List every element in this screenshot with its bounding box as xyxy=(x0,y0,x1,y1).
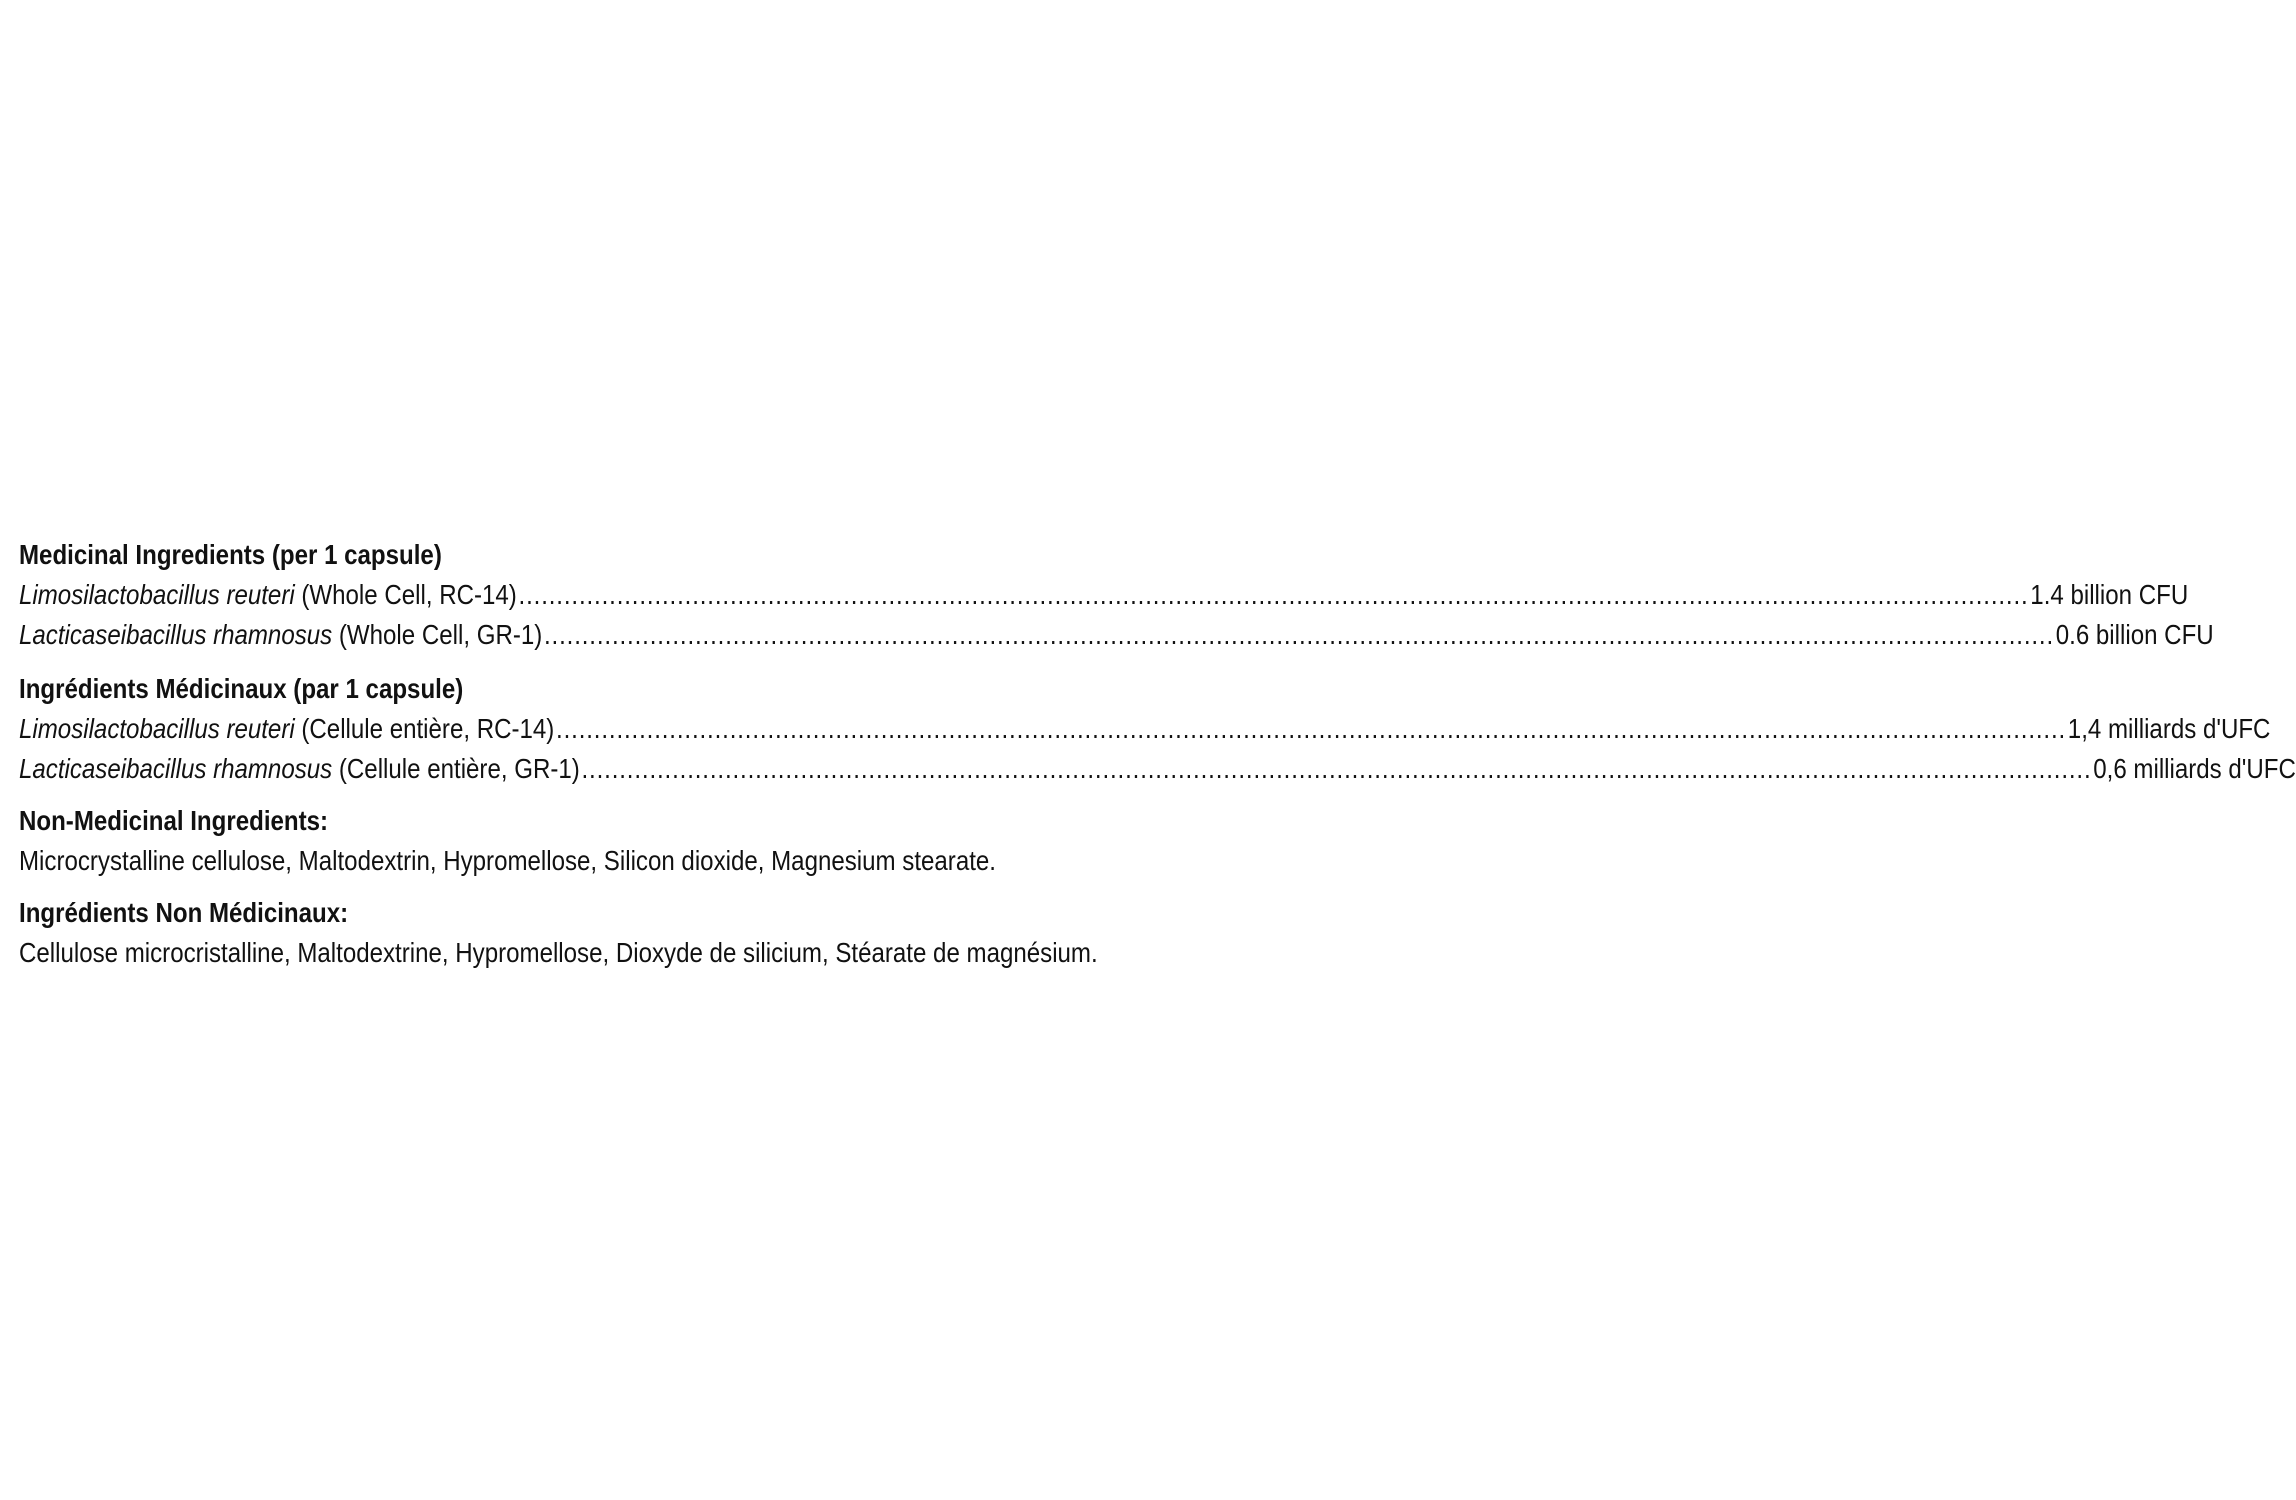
ingredient-amount: 0.6 billion CFU xyxy=(2055,619,2214,650)
ingredient-name xyxy=(19,575,517,615)
ingredient-row xyxy=(19,615,2214,655)
species-name: Lacticaseibacillus rhamnosus xyxy=(19,753,333,784)
ingredient-row xyxy=(19,575,2189,615)
non-medicinal-ingredients-fr xyxy=(19,893,1487,973)
ingredient-name xyxy=(19,709,554,749)
species-name: Limosilactobacillus reuteri xyxy=(19,713,295,744)
strain-detail: (Cellule entière, RC-14) xyxy=(294,713,555,744)
ingredient-list: Cellulose microcristalline, Maltodextrine, Hypromellose, Dioxyde de silicium, Stéarate de magnésium. xyxy=(19,937,1098,968)
section-heading: Ingrédients Non Médicinaux: xyxy=(19,897,349,928)
strain-detail: (Whole Cell, GR-1) xyxy=(332,619,543,650)
section-heading: Medicinal Ingredients (per 1 capsule) xyxy=(19,539,442,570)
ingredients-label xyxy=(19,535,2296,973)
section-heading: Ingrédients Médicinaux (par 1 capsule) xyxy=(19,673,464,704)
ingredient-row xyxy=(19,709,2271,749)
ingredient-amount: 0,6 milliards d'UFC xyxy=(2093,753,2296,784)
strain-detail: (Whole Cell, RC-14) xyxy=(294,579,517,610)
ingredient-name xyxy=(19,749,580,789)
ingredient-amount: 1.4 billion CFU xyxy=(2030,579,2189,610)
dot-leader: ........................................................................................................................................................................................................ xyxy=(518,579,2029,610)
medicinal-ingredients-fr xyxy=(19,669,2296,789)
non-medicinal-ingredients-en xyxy=(19,801,1487,881)
dot-leader: ........................................................................................................................................................................................................ xyxy=(581,753,2092,784)
dot-leader: ........................................................................................................................................................................................................ xyxy=(556,713,2067,744)
ingredient-amount: 1,4 milliards d'UFC xyxy=(2067,713,2271,744)
medicinal-ingredients-en xyxy=(19,535,2214,655)
ingredient-row xyxy=(19,749,2296,789)
species-name: Lacticaseibacillus rhamnosus xyxy=(19,619,333,650)
strain-detail: (Cellule entière, GR-1) xyxy=(332,753,580,784)
section-heading: Non-Medicinal Ingredients: xyxy=(19,805,329,836)
dot-leader: ........................................................................................................................................................................................................ xyxy=(543,619,2055,650)
species-name: Limosilactobacillus reuteri xyxy=(19,579,295,610)
ingredient-list: Microcrystalline cellulose, Maltodextrin, Hypromellose, Silicon dioxide, Magnesium stearate. xyxy=(19,845,996,876)
ingredient-name xyxy=(19,615,542,655)
